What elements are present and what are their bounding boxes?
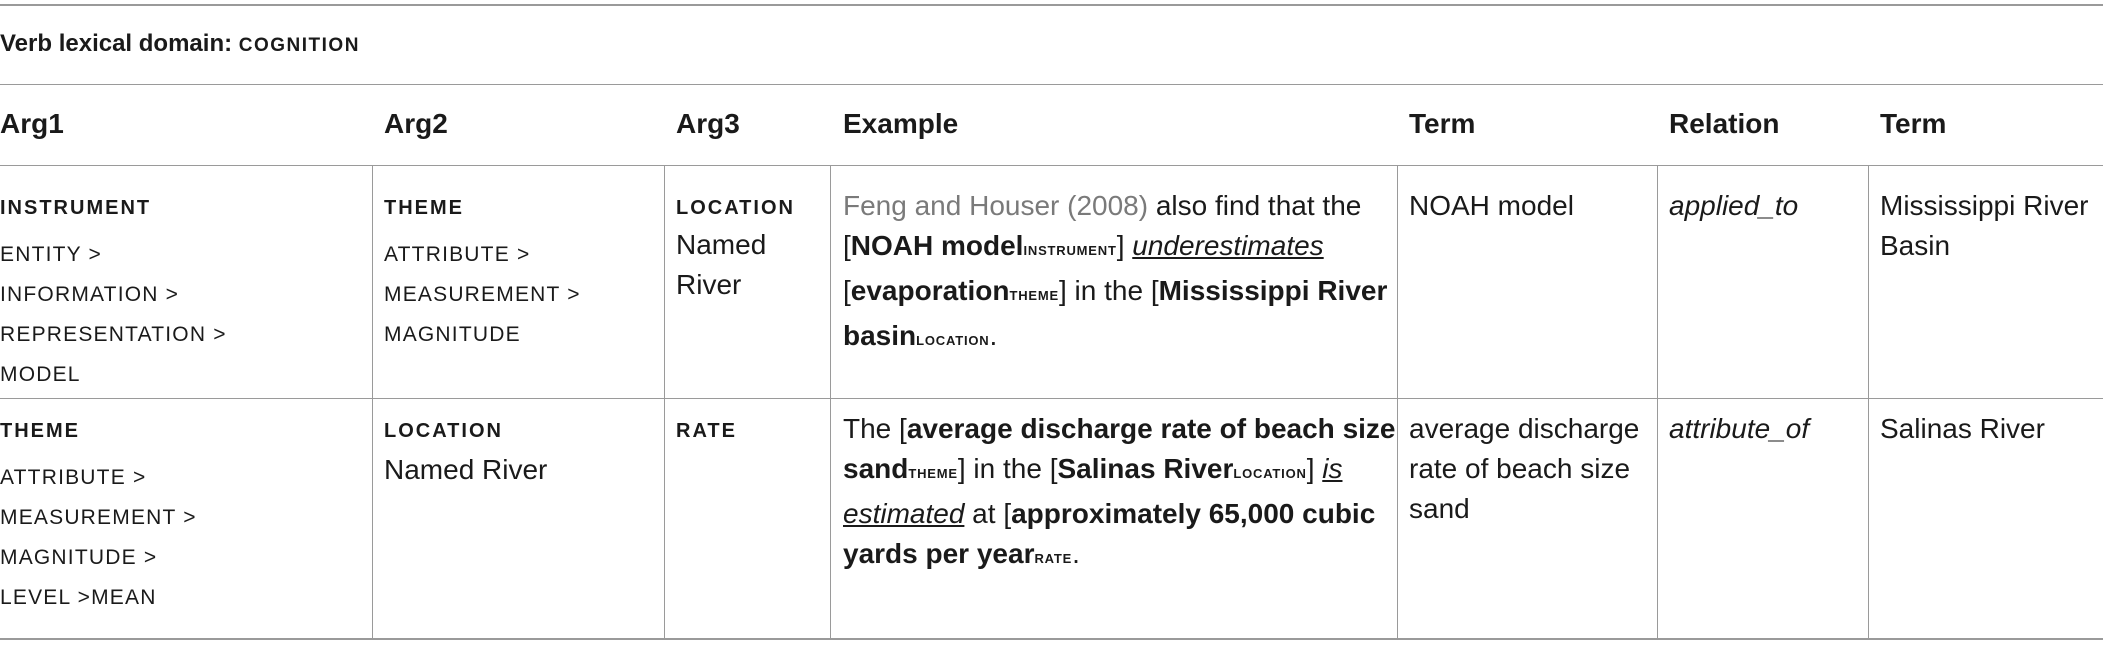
row2-arg1: [0, 416, 197, 618]
col-divider-1: [372, 166, 373, 638]
example-arg-text: Mississippi River basin: [843, 275, 1388, 351]
path-step: LEVEL >MEAN: [0, 586, 157, 609]
example-arg-text: average discharge rate of beach size sand: [843, 413, 1396, 484]
header-relation: Relation: [1669, 108, 1780, 139]
row1-arg2-label: THEME: [384, 197, 464, 219]
path-step: ENTITY >: [0, 243, 102, 266]
row1-arg3-label: LOCATION: [676, 197, 795, 219]
header-example: Example: [843, 108, 959, 139]
row1-term2: Mississippi River Basin: [1880, 190, 2089, 261]
header-arg2: Arg2: [384, 108, 448, 139]
path-step: ATTRIBUTE >: [384, 243, 531, 266]
header-rule: [0, 165, 2103, 166]
header-arg3: Arg3: [676, 108, 740, 139]
row1-arg2: [384, 193, 581, 355]
row2-example: [843, 409, 1398, 579]
path-step: REPRESENTATION >: [0, 323, 227, 346]
example-verb: underestimates: [1132, 230, 1324, 261]
path-step: MAGNITUDE >: [0, 546, 158, 569]
example-text: .: [989, 320, 998, 351]
example-verb: is estimated: [843, 453, 1343, 529]
example-text: also find that the [: [843, 190, 1362, 261]
row1-example: [843, 186, 1398, 361]
col-divider-5: [1657, 166, 1658, 638]
path-step: MAGNITUDE: [384, 323, 521, 346]
row1-arg1-path: [0, 235, 227, 395]
table-caption: [0, 30, 360, 58]
row2-arg3: [676, 416, 737, 446]
example-text: [: [843, 275, 851, 306]
path-step: INFORMATION >: [0, 283, 180, 306]
row2-arg2: [384, 416, 547, 490]
caption-prefix: Verb lexical domain:: [0, 30, 239, 57]
row-divider: [0, 398, 2103, 399]
row2-arg1-path: [0, 458, 197, 618]
row1-relation: applied_to: [1669, 190, 1799, 221]
arg-tag: INSTRUMENT: [1023, 243, 1117, 258]
caption-domain: COGNITION: [238, 35, 360, 56]
col-divider-2: [664, 166, 665, 638]
path-step: MODEL: [0, 363, 81, 386]
example-arg-text: Salinas River: [1057, 453, 1234, 484]
row1-term1: NOAH model: [1409, 190, 1574, 221]
path-step: ATTRIBUTE >: [0, 466, 147, 489]
table-top-rule: [0, 4, 2103, 6]
example-text: The [: [843, 413, 907, 444]
header-arg1: Arg1: [0, 108, 64, 139]
row2-term1: average discharge rate of beach size sand: [1409, 413, 1640, 524]
citation-link[interactable]: Feng and Houser (2008): [843, 190, 1149, 221]
arg-tag: LOCATION: [1233, 466, 1307, 481]
row1-arg3: [676, 193, 816, 305]
col-divider-6: [1868, 166, 1869, 638]
example-arg-text: approximately 65,000 cubic yards per year: [843, 498, 1376, 569]
row1-arg2-path: [384, 235, 581, 355]
table-bottom-rule: [0, 638, 2103, 640]
row1-arg1: [0, 193, 227, 395]
row2-arg1-label: THEME: [0, 420, 80, 442]
arg-tag: THEME: [1009, 288, 1059, 303]
example-text: ]: [1116, 230, 1133, 261]
header-term-1: Term: [1409, 108, 1476, 139]
header-term-2: Term: [1880, 108, 1947, 139]
example-text: .: [1072, 538, 1080, 569]
arg-tag: THEME: [908, 466, 958, 481]
caption-rule: [0, 84, 2103, 85]
path-step: MEASUREMENT >: [0, 506, 197, 529]
row2-relation: attribute_of: [1669, 413, 1810, 444]
col-divider-3: [830, 166, 831, 638]
example-arg-text: evaporation: [850, 275, 1010, 306]
example-arg-text: NOAH model: [850, 230, 1024, 261]
example-text: ] in the [: [1058, 275, 1159, 306]
row1-arg3-value: Named River: [676, 229, 767, 300]
row2-arg3-label: RATE: [676, 420, 737, 442]
arg-tag: LOCATION: [916, 333, 990, 348]
path-step: MEASUREMENT >: [384, 283, 581, 306]
example-text: ]: [1306, 453, 1323, 484]
row2-term2: Salinas River: [1880, 413, 2045, 444]
row2-arg2-value: Named River: [384, 454, 548, 485]
row2-arg2-label: LOCATION: [384, 420, 503, 442]
example-text: ] in the [: [957, 453, 1058, 484]
row1-arg1-label: INSTRUMENT: [0, 197, 152, 219]
arg-tag: RATE: [1034, 551, 1073, 566]
example-text: at [: [964, 498, 1012, 529]
